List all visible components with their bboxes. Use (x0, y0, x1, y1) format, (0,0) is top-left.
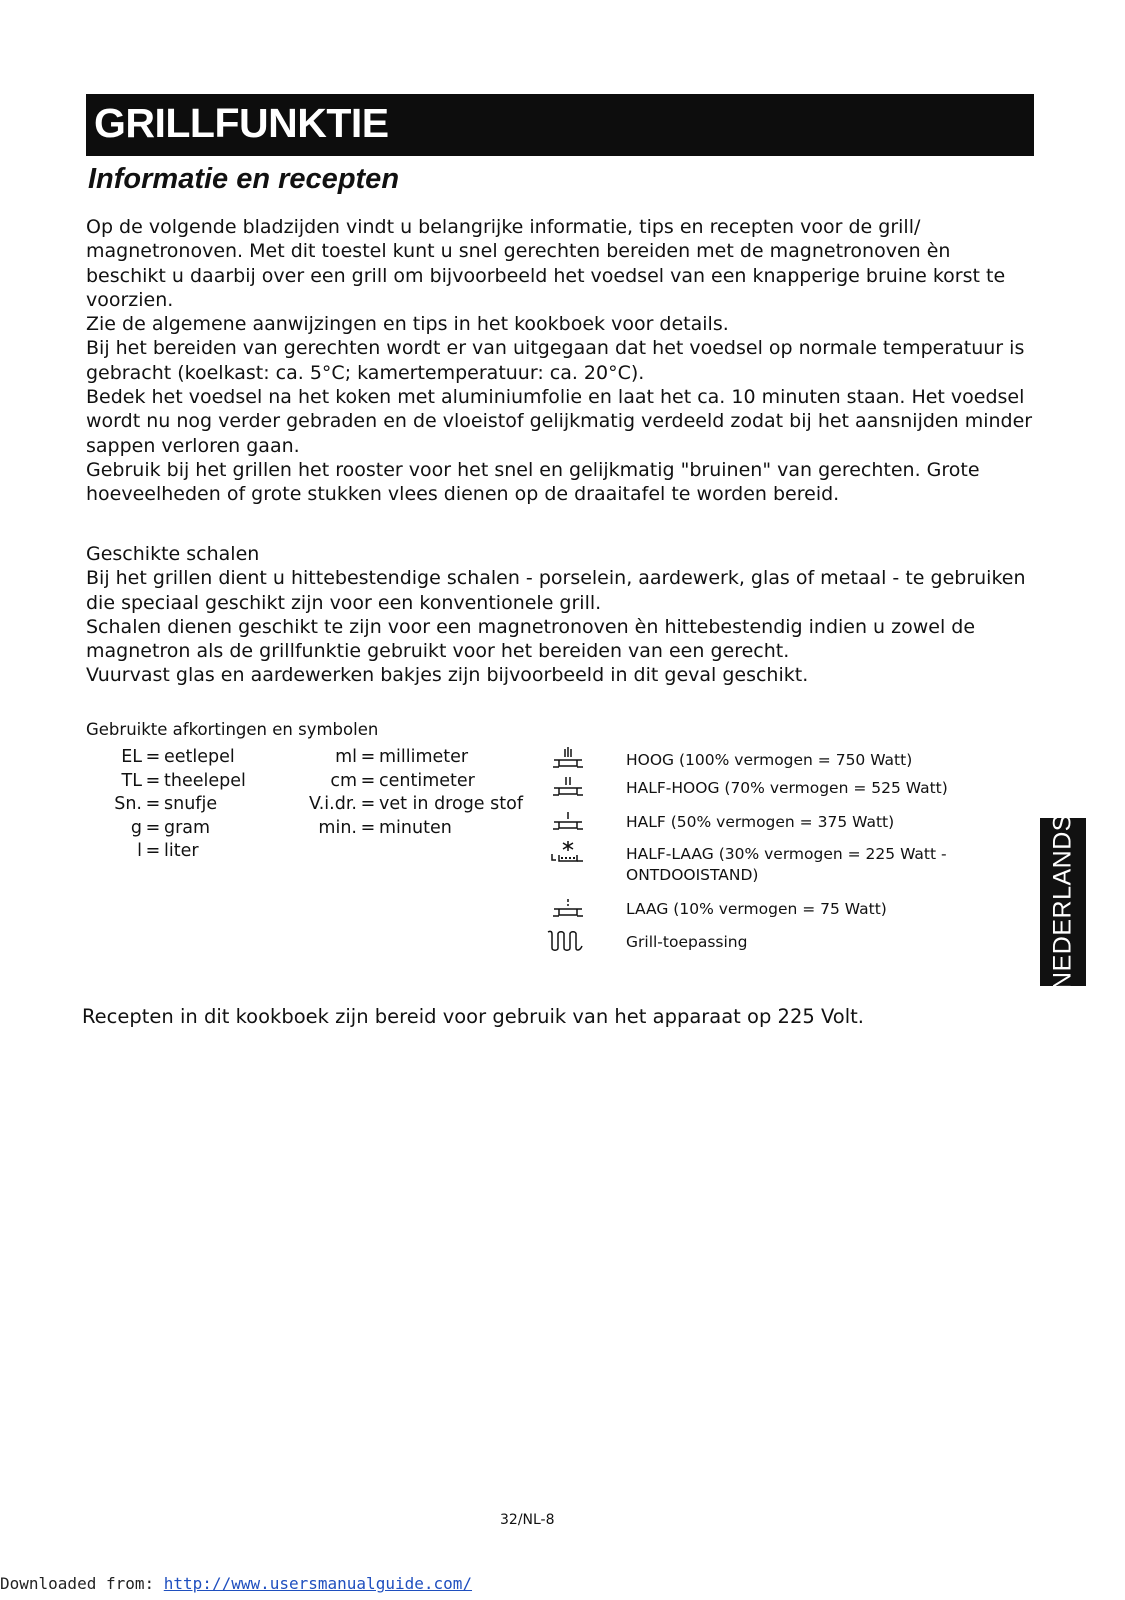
symbol-label: LAAG (10% vermogen = 75 Watt) (626, 900, 887, 918)
symbol-label: HALF-HOOG (70% vermogen = 525 Watt) (626, 779, 948, 797)
suitable-dishes-paragraph (86, 542, 1046, 688)
abbreviation-value: minuten (379, 817, 452, 838)
abbreviation-key: l (137, 841, 142, 861)
abbreviation-item (96, 817, 246, 841)
abbreviations-list-middle (282, 746, 523, 840)
text-line: Bij het grillen dient u hittebestendige schalen - porselein, aardewerk, glas of metaal - te gebruiken (86, 567, 1026, 590)
abbreviation-key: cm (330, 770, 357, 791)
defrost-icon (546, 838, 590, 868)
text-line: sappen verloren gaan. (86, 434, 300, 457)
intro-paragraph (86, 215, 1046, 507)
equals-sign: = (145, 817, 161, 838)
abbreviation-item (282, 746, 523, 770)
page-title: GRILLFUNKTIE (94, 100, 389, 146)
footer-prefix: Downloaded from: (0, 1574, 164, 1593)
symbol-label: HALF (50% vermogen = 375 Watt) (626, 813, 895, 831)
symbol-label: ONTDOOISTAND) (626, 866, 759, 884)
abbreviation-key: EL (121, 747, 142, 767)
grill-icon (546, 926, 590, 956)
abbreviation-value: eetlepel (164, 747, 235, 767)
download-footer (0, 1574, 472, 1593)
equals-sign: = (360, 770, 376, 791)
text-line: Bij het bereiden van gerechten wordt er van uitgegaan dat het voedsel op normale temperatuur is (86, 337, 1025, 360)
abbreviation-item (96, 746, 246, 770)
text-line: gebracht (koelkast: ca. 5°C; kamertemperatuur: ca. 20°C). (86, 361, 645, 384)
abbreviation-value: liter (164, 841, 199, 861)
abbreviation-item (96, 840, 246, 864)
text-line: hoeveelheden of grote stukken vlees dienen op de draaitafel te worden bereid. (86, 483, 840, 506)
abbreviation-value: theelepel (164, 770, 246, 791)
abbreviation-item (96, 770, 246, 794)
equals-sign: = (145, 770, 161, 791)
section-subtitle: Informatie en recepten (88, 163, 400, 195)
equals-sign: = (360, 747, 376, 767)
symbol-label: HALF-LAAG (30% vermogen = 225 Watt - (626, 845, 947, 863)
abbreviation-value: gram (164, 817, 211, 838)
abbreviations-list-left (96, 746, 246, 864)
text-line: Gebruik bij het grillen het rooster voor het snel en gelijkmatig "bruinen" van gerechten. Grote (86, 458, 980, 481)
abbreviation-item (282, 770, 523, 794)
language-tab (1040, 814, 1086, 990)
power-medium-high-icon (546, 772, 590, 802)
abbreviation-value: millimeter (379, 747, 469, 767)
page-number: 32/NL-8 (500, 1512, 555, 1528)
power-high-icon (546, 744, 590, 774)
abbreviation-key: TL (121, 770, 142, 791)
equals-sign: = (360, 794, 376, 814)
symbol-label: HOOG (100% vermogen = 750 Watt) (626, 751, 913, 769)
title-bar (86, 94, 1034, 156)
text-line: Op de volgende bladzijden vindt u belangrijke informatie, tips en recepten voor de grill/ (86, 216, 921, 238)
abbreviations-heading: Gebruikte afkortingen en symbolen (86, 720, 379, 739)
abbreviation-key: ml (335, 747, 357, 767)
abbreviation-key: V.i.dr. (309, 794, 357, 814)
text-line: Schalen dienen geschikt te zijn voor een magnetronoven èn hittebestendig indien u zowel de (86, 615, 976, 638)
text-line: beschikt u daarbij over een grill om bijvoorbeeld het voedsel van een knapperige bruine korst te (86, 264, 1006, 287)
text-line: Vuurvast glas en aardewerken bakjes zijn bijvoorbeeld in dit geval geschikt. (86, 664, 809, 687)
equals-sign: = (145, 747, 161, 767)
abbreviation-value: centimeter (379, 770, 475, 791)
text-line: Geschikte schalen (86, 543, 260, 565)
text-line: Bedek het voedsel na het koken met aluminiumfolie en laat het ca. 10 minuten staan. Het voedsel (86, 386, 1025, 409)
equals-sign: = (145, 841, 161, 861)
text-line: die speciaal geschikt zijn voor een konventionele grill. (86, 591, 602, 614)
abbreviation-item (96, 793, 246, 817)
abbreviation-value: vet in droge stof (379, 794, 523, 814)
power-low-icon (546, 893, 590, 923)
power-half-icon (546, 806, 590, 836)
text-line: Zie de algemene aanwijzingen en tips in het kookboek voor details. (86, 313, 729, 336)
abbreviation-item (282, 817, 523, 841)
symbol-label: Grill-toepassing (626, 933, 748, 951)
abbreviation-item (282, 793, 523, 817)
text-line: magnetronoven. Met dit toestel kunt u snel gerechten bereiden met de magnetronoven èn (86, 240, 951, 263)
abbreviation-key: Sn. (114, 794, 142, 814)
footer-link[interactable]: http://www.usersmanualguide.com/ (163, 1574, 473, 1593)
language-tab-label: NEDERLANDS (1048, 814, 1077, 990)
voltage-note: Recepten in dit kookboek zijn bereid voor gebruik van het apparaat op 225 Volt. (82, 1005, 864, 1028)
abbreviation-value: snufje (164, 794, 218, 814)
abbreviation-key: min. (318, 817, 357, 838)
equals-sign: = (360, 817, 376, 838)
text-line: magnetron als de grillfunktie gebruikt voor het bereiden van een gerecht. (86, 640, 790, 663)
text-line: wordt nu nog verder gebraden en de vloeistof gelijkmatig verdeeld zodat bij het aansnijden minder (86, 410, 1033, 433)
equals-sign: = (145, 794, 161, 814)
abbreviation-key: g (130, 817, 142, 838)
text-line: voorzien. (86, 288, 174, 311)
